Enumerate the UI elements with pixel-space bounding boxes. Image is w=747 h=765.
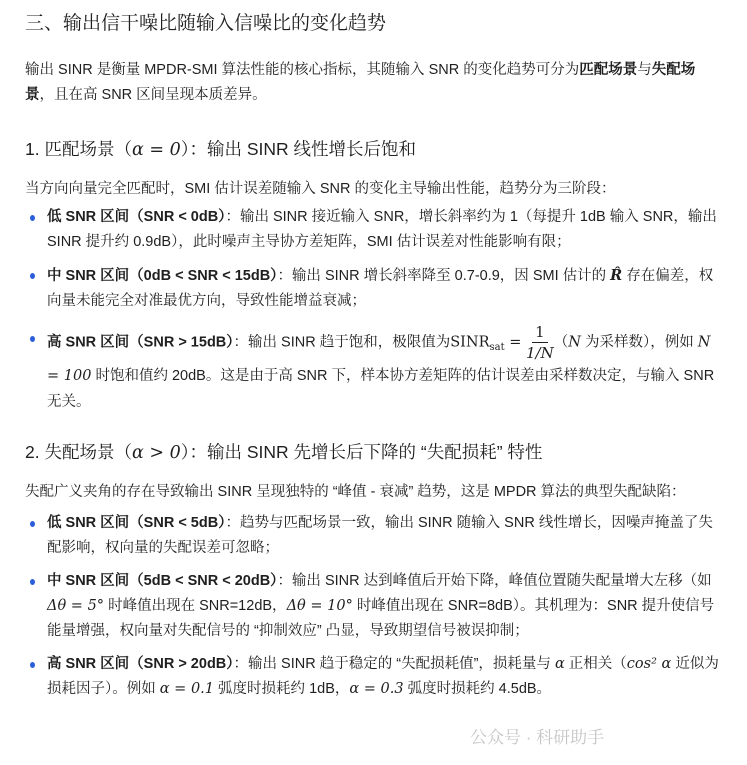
list-item xyxy=(25,263,723,314)
text: 2. 失配场景（ xyxy=(25,442,132,462)
math: α > 0 xyxy=(131,443,181,463)
math: α = 0.1 xyxy=(159,681,215,697)
math: R̂ xyxy=(610,267,623,284)
bold-text: 匹配场景 xyxy=(579,62,638,78)
text: ：输出 SINR 趋于饱和，极限值为 xyxy=(233,334,451,351)
text: ）：输出 SINR 线性增长后饱和 xyxy=(180,139,417,159)
text: 时峰值出现在 SNR=8dB）。其机理为：SNR 提升使信号能量增强，权向量对失配信号的 “抑制效应” 凸显，导致期望信号被误抑制； xyxy=(47,598,715,639)
text: 近似为损耗因子）。例如 xyxy=(47,656,719,697)
math: N = 100 xyxy=(47,334,711,384)
bullet-icon xyxy=(30,521,35,527)
math: α = 0.3 xyxy=(349,681,404,697)
list-item: 高 SNR 区间（SNR > 15dB）：输出 SINR 趋于饱和，极限值为$SINR_{sat}$ = $\frac{1}{1/N}$ （N 为采样数），例如 N = 100 时饱和值约 20dB。这是由于高 SNR 下，样本协方差矩阵的估计误差由采样数决定，与输入 SNR 无关。 xyxy=(25,322,723,415)
bold-text: 低 SNR 区间（SNR < 0dB） xyxy=(47,209,226,225)
text: ：输出 SINR 增长斜率降至 0.7-0.9，因 SMI 估计的 xyxy=(277,268,611,284)
math: cos² α xyxy=(626,656,672,672)
text: ：输出 SINR 接近输入 SNR，增长斜率约为 1（每提升 1dB 输入 SNR，输出 SINR 提升约 0.9dB），此时噪声主导协方差矩阵，SMI 估计误差对性能影响有限； xyxy=(47,209,717,250)
watermark: 公众号 · 科研助手 xyxy=(470,728,605,747)
bold-text: 中 SNR 区间（5dB < SNR < 20dB） xyxy=(47,573,278,589)
text: 时饱和值约 20dB。这是由于高 SNR 下，样本协方差矩阵的估计误差由采样数决定，与输入 SNR 无关。 xyxy=(47,368,715,410)
text: 时峰值出现在 SNR=12dB， xyxy=(104,598,287,614)
bullet-icon xyxy=(30,336,35,342)
text: 输出 SINR 是衡量 MPDR-SMI 算法性能的核心指标，其随输入 SNR 的变化趋势可分为 xyxy=(25,62,580,78)
math: sat xyxy=(489,342,505,354)
text: ，且在高 SNR 区间呈现本质差异。 xyxy=(39,87,267,103)
bullet-icon xyxy=(30,579,35,585)
denominator: 1/N xyxy=(526,344,554,362)
text: 与 xyxy=(637,62,652,78)
matched-list xyxy=(25,205,723,415)
mismatched-lead: 失配广义夹角的存在导致输出 SINR 呈现独特的 “峰值 - 衰减” 趋势，这是 MPDR 算法的典型失配缺陷： xyxy=(25,484,686,500)
bullet-icon xyxy=(30,215,35,221)
list-item xyxy=(25,569,723,644)
bold-text: 中 SNR 区间（0dB < SNR < 15dB） xyxy=(47,268,278,284)
list-item xyxy=(25,652,723,702)
text: ：输出 SINR 趋于稳定的 “失配损耗值”，损耗量与 xyxy=(233,656,555,672)
intro-paragraph xyxy=(25,58,723,108)
text: ：输出 SINR 达到峰值后开始下降，峰值位置随失配量增大左移（如 xyxy=(277,573,712,589)
math: α = 0 xyxy=(131,140,181,160)
math: Δθ = 10° xyxy=(286,598,353,614)
subsection-heading-matched xyxy=(25,136,723,163)
text: ：趋势与匹配场景一致，输出 SINR 随输入 SNR 线性增长，因噪声掩盖了失配影响，权向量的失配误差可忽略； xyxy=(47,515,713,556)
section-title: 三、输出信干噪比随输入信噪比的变化趋势 xyxy=(25,13,387,34)
text: 正相关（ xyxy=(564,656,627,672)
math: N xyxy=(568,334,581,351)
text: ）：输出 SINR 先增长后下降的 “失配损耗” 特性 xyxy=(180,442,543,462)
mismatched-list xyxy=(25,511,723,702)
list-item xyxy=(25,205,723,255)
fraction xyxy=(526,322,554,363)
text: 存在偏差，权向量未能完全对准最优方向，导致性能增益衰减； xyxy=(47,268,714,309)
numerator: 1 xyxy=(532,322,548,343)
matched-lead: 当方向向量完全匹配时，SMI 估计误差随输入 SNR 的变化主导输出性能，趋势分为三阶段： xyxy=(25,181,616,197)
text: 1. 匹配场景（ xyxy=(25,139,132,159)
bold-text: 失配场景 xyxy=(25,62,696,103)
bullet-icon xyxy=(30,662,35,668)
text: 弧度时损耗约 1dB， xyxy=(214,681,350,697)
list-item xyxy=(25,511,723,561)
text: 为采样数），例如 xyxy=(580,334,698,351)
math: SINR xyxy=(450,334,490,351)
subsection-heading-mismatched xyxy=(25,439,723,466)
bold-text: 高 SNR 区间（SNR > 20dB） xyxy=(47,656,234,672)
text: 弧度时损耗约 4.5dB。 xyxy=(403,681,552,697)
math: α xyxy=(554,656,565,672)
text: （ xyxy=(553,334,569,351)
bold-text: 高 SNR 区间（SNR > 15dB） xyxy=(47,334,234,351)
bullet-icon xyxy=(30,273,35,279)
math: Δθ = 5° xyxy=(47,598,105,614)
bold-text: 低 SNR 区间（SNR < 5dB） xyxy=(47,515,226,531)
